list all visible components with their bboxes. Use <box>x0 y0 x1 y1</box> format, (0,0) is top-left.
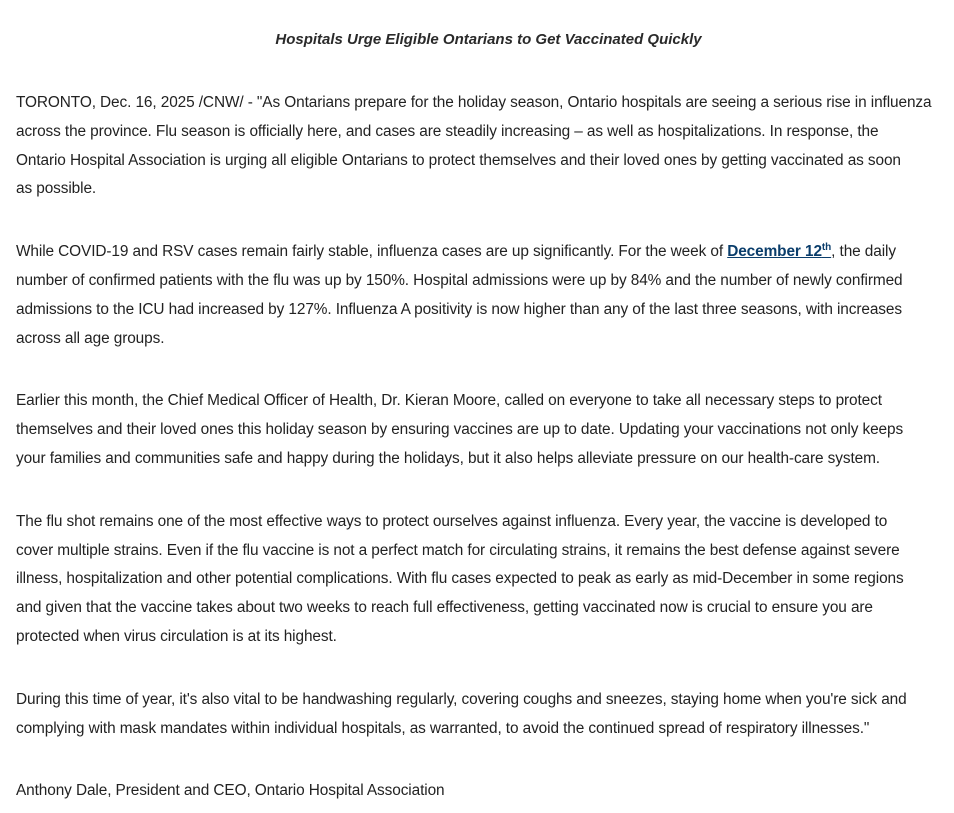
paragraph-hygiene <box>16 686 954 744</box>
paragraph-line: across the province. Flu season is officially here, and cases are steadily increasing – as well as hospitalizations. In response, the <box>16 122 879 140</box>
paragraph-text: While COVID-19 and RSV cases remain fairly stable, influenza cases are up significantly. For the week of <box>16 243 728 261</box>
attribution: Anthony Dale, President and CEO, Ontario Hospital Association <box>16 782 445 800</box>
date-link-suffix: th <box>821 242 832 254</box>
paragraph-line: themselves and their loved ones this holiday season by ensuring vaccines are up to date. Updating your vaccinations not only keeps <box>16 421 904 439</box>
paragraph-line: illness, hospitalization and other potential complications. With flu cases expected to peak as early as mid-December in some regions <box>16 570 904 588</box>
paragraph-line: your families and communities safe and happy during the holidays, but it also helps alleviate pressure on our health-care system. <box>16 449 880 467</box>
paragraph-line: complying with mask mandates within individual hospitals, as warranted, to avoid the continued spread of respiratory illnesses." <box>16 719 870 737</box>
paragraph-line: Ontario Hospital Association is urging all eligible Ontarians to protect themselves and their loved ones by getting vaccinated as soon <box>16 151 901 169</box>
paragraph-line: cover multiple strains. Even if the flu vaccine is not a perfect match for circulating strains, it remains the best defense against severe <box>16 541 900 559</box>
paragraph-line: The flu shot remains one of the most effective ways to protect ourselves against influenza. Every year, the vaccine is developed to <box>16 512 888 530</box>
paragraph-intro <box>16 89 954 204</box>
paragraph-line: across all age groups. <box>16 329 165 347</box>
paragraph-line: TORONTO, Dec. 16, 2025 /CNW/ - "As Ontarians prepare for the holiday season, Ontario hospitals are seeing a serious rise in influenza <box>16 94 932 111</box>
paragraph-text: , the daily <box>831 243 896 261</box>
paragraph-line: number of confirmed patients with the flu was up by 150%. Hospital admissions were up by 84% and the number of newly confirmed <box>16 271 903 289</box>
date-link-text: December 12 <box>727 243 822 261</box>
paragraph-flu-shot <box>16 508 954 652</box>
paragraph-statistics <box>16 238 954 353</box>
paragraph-line: as possible. <box>16 180 97 198</box>
article-subtitle: Hospitals Urge Eligible Ontarians to Get Vaccinated Quickly <box>275 31 702 48</box>
paragraph-line: admissions to the ICU had increased by 127%. Influenza A positivity is now higher than any of the last three seasons, with increases <box>16 300 902 318</box>
paragraph-line: Earlier this month, the Chief Medical Officer of Health, Dr. Kieran Moore, called on everyone to take all necessary steps to protect <box>16 392 882 410</box>
paragraph-cmoh <box>16 387 954 473</box>
paragraph-line: and given that the vaccine takes about two weeks to reach full effectiveness, getting vaccinated now is crucial to ensure you are <box>16 599 873 617</box>
paragraph-line: protected when virus circulation is at its highest. <box>16 627 337 645</box>
paragraph-line: During this time of year, it's also vital to be handwashing regularly, covering coughs and sneezes, staying home when you're sick and <box>16 690 907 708</box>
date-link[interactable] <box>727 243 831 260</box>
article-body <box>16 89 954 813</box>
paragraph-line <box>16 238 954 267</box>
